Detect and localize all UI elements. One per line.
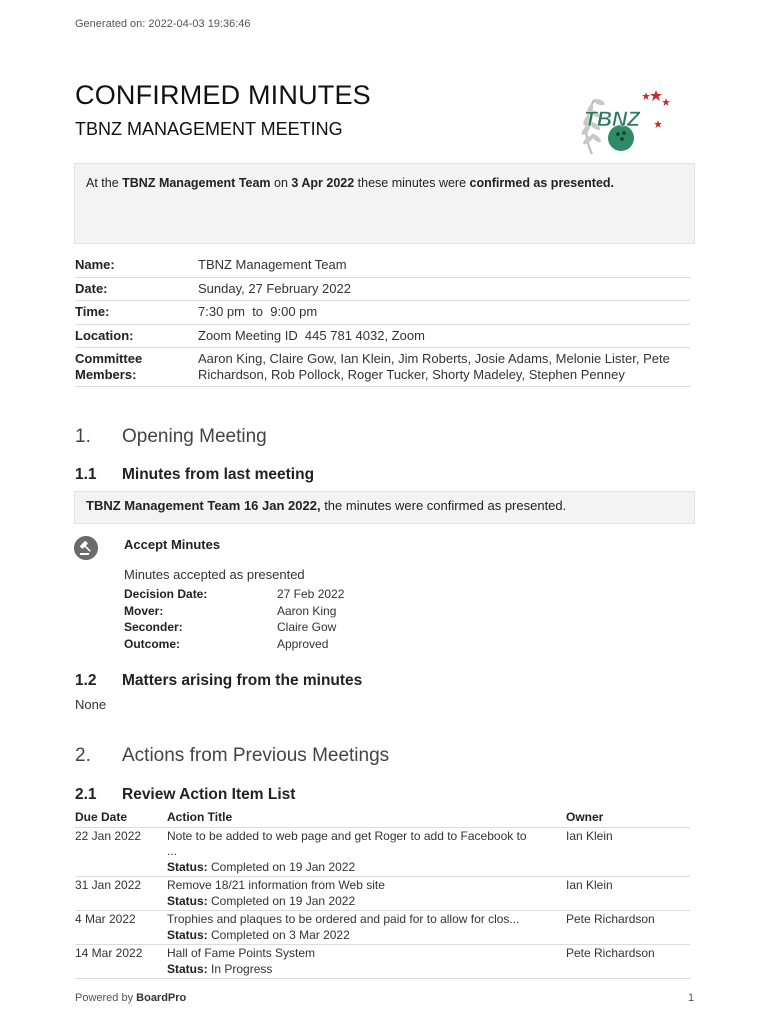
section-2-heading bbox=[75, 745, 389, 767]
confirmation-middle: these minutes were bbox=[354, 176, 470, 190]
action-title: Remove 18/21 information from Web site bbox=[167, 878, 385, 892]
due-date-header: Due Date bbox=[75, 810, 128, 824]
due-date-cell: 22 Jan 2022 bbox=[75, 828, 142, 843]
confirmation-status: confirmed as presented. bbox=[469, 176, 615, 190]
section-2-number: 2. bbox=[75, 745, 91, 766]
action-title-header: Action Title bbox=[167, 810, 233, 824]
confirmation-date: 3 Apr 2022 bbox=[291, 176, 355, 190]
section-1-1-heading bbox=[75, 466, 314, 484]
meeting-location-value: Zoom Meeting ID 445 781 4032, Zoom bbox=[198, 327, 425, 343]
decision-date-label: Decision Date: bbox=[124, 587, 208, 601]
meeting-name-row bbox=[75, 254, 690, 278]
logo-wordmark: TBNZ bbox=[584, 108, 640, 131]
meeting-time-value: 7:30 pm to 9:00 pm bbox=[198, 304, 318, 319]
outcome-value: Approved bbox=[277, 636, 329, 651]
section-2-title: Actions from Previous Meetings bbox=[122, 745, 390, 766]
outcome-label: Outcome: bbox=[124, 636, 181, 651]
powered-by-text: Powered by bbox=[75, 992, 137, 1004]
section-1-2-number: 1.2 bbox=[75, 672, 97, 689]
meeting-name-label: Name: bbox=[75, 257, 115, 272]
action-items-table bbox=[75, 810, 690, 979]
action-cell bbox=[167, 878, 566, 909]
due-date-cell: 31 Jan 2022 bbox=[75, 878, 142, 892]
owner-header: Owner bbox=[566, 810, 604, 824]
section-1-heading bbox=[75, 426, 267, 448]
action-cell bbox=[167, 829, 566, 876]
action-cell bbox=[167, 912, 566, 943]
page-subtitle: TBNZ MANAGEMENT MEETING bbox=[75, 119, 343, 139]
tbnz-logo bbox=[578, 80, 674, 156]
meeting-time-row bbox=[75, 301, 690, 325]
decision-row bbox=[124, 603, 344, 620]
generated-timestamp: Generated on: 2022-04-03 19:36:46 bbox=[75, 18, 251, 30]
action-status bbox=[167, 962, 558, 978]
section-1-number: 1. bbox=[75, 426, 91, 447]
decision-text: Minutes accepted as presented bbox=[124, 567, 305, 582]
status-value: Completed on 19 Jan 2022 bbox=[211, 859, 356, 874]
meeting-members-row bbox=[75, 348, 690, 387]
decision-title: Accept Minutes bbox=[124, 537, 221, 552]
meeting-date-label: Date: bbox=[75, 280, 108, 296]
action-status bbox=[167, 860, 558, 876]
section-1-title: Opening Meeting bbox=[122, 426, 267, 447]
section-1-1-number: 1.1 bbox=[75, 466, 97, 483]
decision-row bbox=[124, 586, 344, 603]
section-2-1-number: 2.1 bbox=[75, 786, 97, 803]
decision-row bbox=[124, 636, 344, 653]
status-label: Status: bbox=[167, 893, 208, 908]
action-title: Note to be added to web page and get Roger to add to Facebook to bbox=[167, 828, 527, 843]
meeting-details bbox=[75, 254, 690, 387]
gavel-icon bbox=[74, 536, 98, 560]
action-title: Hall of Fame Points System bbox=[167, 946, 316, 960]
confirmation-on: on bbox=[270, 176, 292, 190]
action-status bbox=[167, 894, 558, 910]
action-title: Trophies and plaques to be ordered and paid for to allow for clos... bbox=[167, 912, 520, 926]
status-label: Status: bbox=[167, 961, 208, 976]
decision-row bbox=[124, 619, 344, 636]
status-label: Status: bbox=[167, 859, 208, 874]
status-label: Status: bbox=[167, 927, 208, 942]
section-2-1-heading bbox=[75, 786, 295, 804]
decision-date-value: 27 Feb 2022 bbox=[277, 587, 345, 601]
decision-details bbox=[124, 586, 344, 652]
seconder-label: Seconder: bbox=[124, 620, 183, 634]
section-2-1-title: Review Action Item List bbox=[122, 786, 296, 803]
status-value: Completed on 3 Mar 2022 bbox=[211, 927, 350, 942]
status-value: Completed on 19 Jan 2022 bbox=[211, 893, 356, 908]
footer-powered-by bbox=[75, 992, 186, 1004]
mover-label: Mover: bbox=[124, 603, 164, 618]
confirmation-prefix: At the bbox=[86, 176, 123, 190]
meeting-location-row bbox=[75, 325, 690, 349]
owner-cell: Pete Richardson bbox=[566, 946, 655, 960]
page-title: CONFIRMED MINUTES bbox=[75, 80, 371, 110]
action-cell bbox=[167, 946, 566, 977]
due-date-cell: 4 Mar 2022 bbox=[75, 912, 136, 926]
section-1-1-title: Minutes from last meeting bbox=[122, 466, 315, 483]
owner-cell: Pete Richardson bbox=[566, 912, 655, 926]
seconder-value: Claire Gow bbox=[277, 620, 337, 634]
mover-value: Aaron King bbox=[277, 603, 337, 618]
meeting-date-row bbox=[75, 278, 690, 302]
section-1-2-heading bbox=[75, 672, 362, 690]
table-row bbox=[75, 945, 690, 979]
previous-minutes-text: the minutes were confirmed as presented. bbox=[320, 498, 567, 513]
status-value: In Progress bbox=[211, 961, 273, 976]
meeting-name-value: TBNZ Management Team bbox=[198, 257, 347, 272]
action-title-continued: ... bbox=[167, 844, 178, 858]
matters-arising-text: None bbox=[75, 697, 107, 712]
table-row bbox=[75, 828, 690, 878]
table-row bbox=[75, 911, 690, 945]
previous-minutes-notice bbox=[74, 491, 695, 524]
meeting-location-label: Location: bbox=[75, 327, 134, 343]
meeting-members-value: Aaron King, Claire Gow, Ian Klein, Jim Roberts, Josie Adams, Melonie Lister, Pete Richardson, Rob Pollock, Roger Tucker, Shorty Madeley, Stephen Penney bbox=[198, 351, 670, 382]
due-date-cell: 14 Mar 2022 bbox=[75, 946, 143, 960]
page-number: 1 bbox=[688, 992, 695, 1004]
section-1-2-title: Matters arising from the minutes bbox=[122, 672, 363, 689]
owner-cell: Ian Klein bbox=[566, 878, 613, 892]
confirmation-notice bbox=[74, 163, 695, 244]
table-header bbox=[75, 810, 690, 828]
previous-minutes-ref: TBNZ Management Team 16 Jan 2022, bbox=[86, 498, 321, 513]
confirmation-team: TBNZ Management Team bbox=[122, 176, 271, 190]
meeting-time-label: Time: bbox=[75, 304, 110, 319]
boardpro-link[interactable]: BoardPro bbox=[136, 992, 187, 1004]
table-row bbox=[75, 877, 690, 911]
meeting-members-label: Committee Members: bbox=[75, 351, 143, 382]
meeting-date-value: Sunday, 27 February 2022 bbox=[198, 280, 351, 296]
owner-cell: Ian Klein bbox=[566, 828, 613, 843]
action-status bbox=[167, 928, 558, 944]
